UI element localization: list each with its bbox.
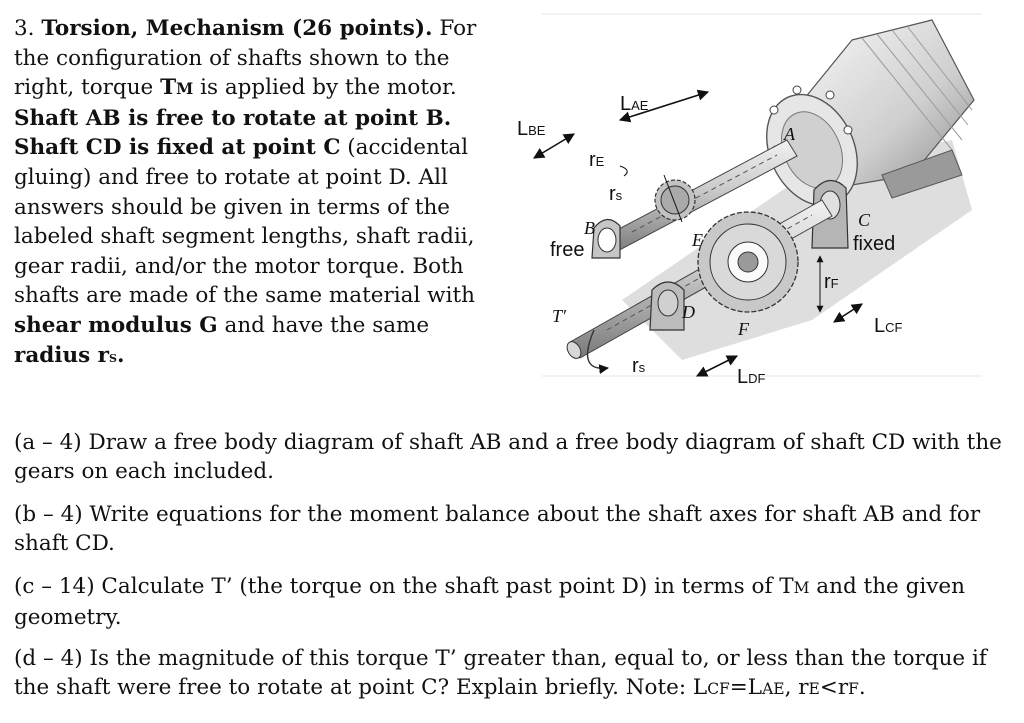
gear-f	[698, 212, 798, 312]
shear-modulus: shear modulus G	[14, 312, 218, 338]
torque-symbol: TM	[160, 75, 194, 101]
intro-text-4: and have the same	[224, 312, 430, 338]
point-d: D	[682, 302, 695, 322]
shaft-mechanism-figure	[512, 0, 992, 392]
point-a: A	[784, 124, 795, 144]
problem-number: 3.	[14, 16, 35, 41]
intro-text-2: is applied by the motor.	[200, 75, 457, 101]
point-f: F	[738, 319, 749, 339]
intro-text-1: For the configuration of shafts shown to the right, torque	[14, 16, 477, 101]
question-c: (c – 14) Calculate T’ (the torque on the shaft past point D) in terms of TM and the given geometry.	[14, 574, 965, 631]
problem-title: Torsion, Mechanism (26 points).	[41, 16, 433, 41]
label-lcf: LCF	[874, 315, 903, 337]
label-ldf: LDF	[737, 366, 766, 388]
question-a: (a – 4) Draw a free body diagram of shaft AB and a free body diagram of shaft CD with the gears on each included.	[14, 430, 1002, 485]
label-free: free	[550, 239, 585, 261]
problem-intro	[14, 14, 504, 371]
label-rf: rF	[824, 271, 839, 293]
intro-text-3: (accidental gluing) and free to rotate at point D. All answers should be given in terms of the labeled shaft segment lengths, shaft radii, gear radii, and/or the motor torque. Both shafts are made of the same material with	[14, 135, 475, 309]
label-tprime: T′	[552, 306, 566, 326]
bearing-b	[592, 219, 620, 258]
question-d: (d – 4) Is the magnitude of this torque T’ greater than, equal to, or less than the torque if the shaft were free to rotate at point C? Explain briefly. Note: LCF=LAE, rE<rF.	[14, 646, 987, 701]
point-b: B	[584, 218, 595, 238]
label-fixed: fixed	[853, 233, 896, 255]
question-b: (b – 4) Write equations for the moment balance about the shaft axes for shaft AB and for shaft CD.	[14, 502, 981, 557]
lcf-arrow	[834, 304, 862, 322]
shaft-conditions: Shaft AB is free to rotate at point B. Shaft CD is fixed at point C	[14, 105, 452, 161]
ldf-arrow	[697, 356, 737, 376]
label-re: rE	[589, 149, 605, 171]
label-lbe: LBE	[517, 118, 546, 140]
radius-symbol: radius rs.	[14, 342, 125, 368]
point-e: E	[692, 230, 703, 250]
re-leader	[620, 166, 627, 176]
label-lae: LAE	[620, 93, 649, 115]
bearing-d	[650, 282, 684, 330]
label-rs-bottom: rs	[632, 355, 646, 377]
point-c: C	[858, 210, 871, 230]
label-rs-top: rs	[609, 183, 623, 205]
gear-e	[655, 180, 695, 220]
